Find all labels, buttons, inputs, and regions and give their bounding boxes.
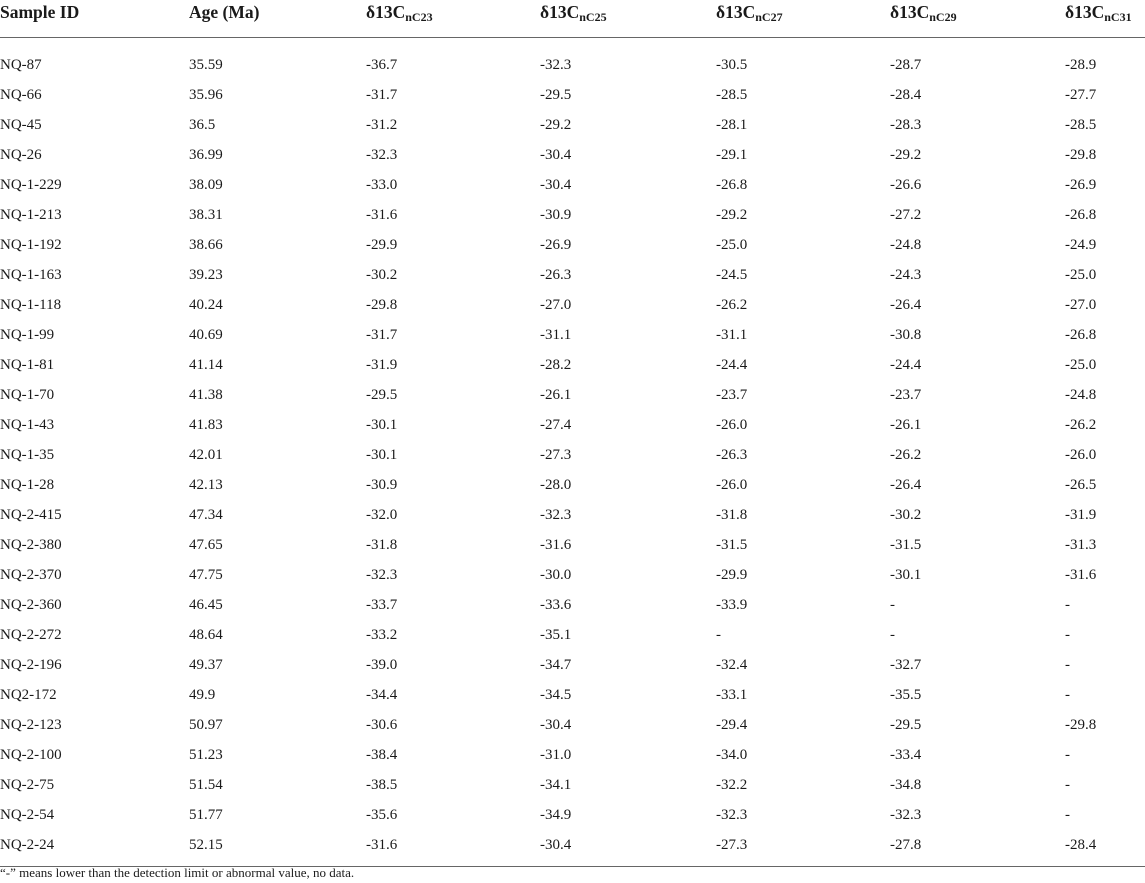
table-cell: NQ2-172 xyxy=(0,687,57,703)
table-cell: -34.0 xyxy=(716,747,748,763)
table-cell: -29.2 xyxy=(890,147,922,163)
table-cell: - xyxy=(1065,687,1070,703)
column-header xyxy=(890,0,1065,38)
table-cell: -24.5 xyxy=(716,267,748,283)
table-cell: 36.5 xyxy=(189,117,216,133)
table-cell: 47.34 xyxy=(189,507,223,523)
table-cell: NQ-26 xyxy=(0,147,42,163)
table-cell: -30.2 xyxy=(890,507,922,523)
table-cell: -32.0 xyxy=(366,507,398,523)
table-cell: 51.54 xyxy=(189,777,223,793)
table-cell: -31.1 xyxy=(540,327,572,343)
table-row xyxy=(0,620,1145,650)
table-cell: -33.9 xyxy=(716,597,748,613)
column-header-subscript: nC25 xyxy=(579,10,607,24)
table-cell: NQ-2-123 xyxy=(0,717,62,733)
column-header xyxy=(366,0,540,38)
table-cell: -24.9 xyxy=(1065,237,1097,253)
table-cell: -29.5 xyxy=(890,717,922,733)
table-cell: -25.0 xyxy=(716,237,748,253)
table-cell: -30.6 xyxy=(366,717,398,733)
table-cell: -24.3 xyxy=(890,267,922,283)
table-cell: 39.23 xyxy=(189,267,223,283)
table-cell: 41.83 xyxy=(189,417,223,433)
table-row xyxy=(0,710,1145,740)
table-cell: -27.7 xyxy=(1065,87,1097,103)
table-cell: - xyxy=(1065,807,1070,823)
table-cell: -30.1 xyxy=(366,417,398,433)
table-cell: -35.5 xyxy=(890,687,922,703)
table-cell: NQ-2-24 xyxy=(0,830,189,867)
table-cell: -31.6 xyxy=(1065,567,1097,583)
table-cell: -27.4 xyxy=(540,417,572,433)
table-cell: -26.8 xyxy=(1065,207,1097,223)
table-cell: - xyxy=(1065,597,1070,613)
table-cell: -26.0 xyxy=(1065,447,1097,463)
table-row xyxy=(0,170,1145,200)
table-cell: -26.8 xyxy=(1065,327,1097,343)
table-cell: -26.3 xyxy=(540,267,572,283)
table-cell: -33.0 xyxy=(366,177,398,193)
table-cell: -31.5 xyxy=(890,537,922,553)
table-cell: -34.7 xyxy=(540,657,572,673)
table-row xyxy=(0,770,1145,800)
table-cell: NQ-1-163 xyxy=(0,267,62,283)
table-cell: -29.4 xyxy=(716,717,748,733)
table-cell: 38.31 xyxy=(189,207,223,223)
table-cell: NQ-2-196 xyxy=(0,657,62,673)
table-cell: 47.65 xyxy=(189,537,223,553)
table-cell: -29.8 xyxy=(1065,717,1097,733)
table-cell: -26.0 xyxy=(716,417,748,433)
table-cell: -33.6 xyxy=(540,597,572,613)
table-cell: NQ-2-380 xyxy=(0,537,62,553)
table-row xyxy=(0,230,1145,260)
table-row xyxy=(0,110,1145,140)
table-cell: 49.9 xyxy=(189,687,216,703)
table-cell: -38.4 xyxy=(366,747,398,763)
table-cell: -28.7 xyxy=(890,57,922,73)
column-header xyxy=(540,0,716,38)
header-row xyxy=(0,0,1145,38)
table-cell: -30.8 xyxy=(890,327,922,343)
column-header xyxy=(1065,0,1145,38)
table-row xyxy=(0,590,1145,620)
column-header-label: δ13C xyxy=(716,2,756,22)
column-header-label: δ13C xyxy=(540,2,580,22)
table-cell: -26.8 xyxy=(716,177,748,193)
table-cell: - xyxy=(1065,777,1070,793)
table-cell: NQ-1-28 xyxy=(0,477,55,493)
table-cell: -33.7 xyxy=(366,597,398,613)
table-cell: NQ-2-100 xyxy=(0,747,62,763)
column-header-label: δ13C xyxy=(1065,2,1105,22)
table-cell: -27.3 xyxy=(540,447,572,463)
table-row xyxy=(0,320,1145,350)
table-cell: -32.3 xyxy=(890,807,922,823)
column-header-subscript: nC31 xyxy=(1104,10,1132,24)
table-cell: -33.2 xyxy=(366,627,398,643)
table-row xyxy=(0,410,1145,440)
table-cell: -34.1 xyxy=(540,777,572,793)
table-cell: -26.0 xyxy=(716,477,748,493)
table-cell: -26.2 xyxy=(716,297,748,313)
column-header-label: Age (Ma) xyxy=(189,2,260,22)
table-row xyxy=(0,140,1145,170)
column-header-label: δ13C xyxy=(890,2,930,22)
table-cell: -34.9 xyxy=(540,807,572,823)
table-cell: -26.9 xyxy=(1065,177,1097,193)
table-cell: -33.1 xyxy=(716,687,748,703)
table-cell: -24.8 xyxy=(890,237,922,253)
table-cell: NQ-87 xyxy=(0,57,42,73)
table-cell: -31.7 xyxy=(366,327,398,343)
table-footnote: “-” means lower than the detection limit or abnormal value, no data. xyxy=(0,865,355,880)
table-cell: -38.5 xyxy=(366,777,398,793)
table-cell: NQ-2-370 xyxy=(0,567,62,583)
table-row xyxy=(0,470,1145,500)
table-cell: -30.2 xyxy=(366,267,398,283)
table-cell: -31.8 xyxy=(716,507,748,523)
table-cell: -26.2 xyxy=(1065,417,1097,433)
table-cell: -29.5 xyxy=(366,387,398,403)
table-cell: -26.6 xyxy=(890,177,922,193)
table-cell: NQ-1-229 xyxy=(0,177,62,193)
table-cell: NQ-2-75 xyxy=(0,777,55,793)
table-cell: -23.7 xyxy=(716,387,748,403)
table-cell: NQ-45 xyxy=(0,117,42,133)
table-row xyxy=(0,650,1145,680)
table-cell: -35.6 xyxy=(366,807,398,823)
table-cell: -31.5 xyxy=(716,537,748,553)
table-cell: NQ-1-43 xyxy=(0,417,55,433)
table-cell: NQ-1-35 xyxy=(0,447,55,463)
table-cell: -31.1 xyxy=(716,327,748,343)
table-cell: NQ-1-81 xyxy=(0,357,55,373)
table-cell: -28.1 xyxy=(716,117,748,133)
table-cell: NQ-1-70 xyxy=(0,387,55,403)
table-cell: -29.8 xyxy=(1065,147,1097,163)
table-row xyxy=(0,380,1145,410)
table-cell: 38.09 xyxy=(189,177,223,193)
table-cell: 51.23 xyxy=(189,747,223,763)
table-cell: -28.5 xyxy=(1065,117,1097,133)
table-cell: -30.0 xyxy=(540,567,572,583)
table-cell: 42.13 xyxy=(189,477,223,493)
table-cell: -31.9 xyxy=(1065,507,1097,523)
table-cell: 47.75 xyxy=(189,567,223,583)
table-cell: -23.7 xyxy=(890,387,922,403)
table-cell: 46.45 xyxy=(189,597,223,613)
table-cell: -30.4 xyxy=(540,717,572,733)
column-header-subscript: nC23 xyxy=(405,10,433,24)
table-cell: -28.4 xyxy=(890,87,922,103)
table-cell: -29.8 xyxy=(366,297,398,313)
column-header-subscript: nC29 xyxy=(929,10,957,24)
table-row xyxy=(0,290,1145,320)
table-cell: -28.5 xyxy=(716,87,748,103)
table-cell: 51.77 xyxy=(189,807,223,823)
table-cell: - xyxy=(1065,657,1070,673)
table-cell: -28.0 xyxy=(540,477,572,493)
table-row xyxy=(0,260,1145,290)
table-cell: -27.8 xyxy=(890,830,1065,867)
table-cell: -31.7 xyxy=(366,87,398,103)
table-cell: 49.37 xyxy=(189,657,223,673)
table-body xyxy=(0,50,1145,867)
table-cell: -26.1 xyxy=(890,417,922,433)
table-cell: -35.1 xyxy=(540,627,572,643)
table-cell: -30.4 xyxy=(540,830,716,867)
table-cell: -28.3 xyxy=(890,117,922,133)
table-cell: -30.9 xyxy=(366,477,398,493)
table-cell: -26.9 xyxy=(540,237,572,253)
table-cell: -27.2 xyxy=(890,207,922,223)
table-cell: -32.3 xyxy=(366,567,398,583)
table-cell: NQ-2-360 xyxy=(0,597,62,613)
table-cell: -27.0 xyxy=(1065,297,1097,313)
table-cell: 35.59 xyxy=(189,57,223,73)
table-cell: -30.4 xyxy=(540,147,572,163)
table-row xyxy=(0,560,1145,590)
table-cell: -36.7 xyxy=(366,57,398,73)
table-cell: 38.66 xyxy=(189,237,223,253)
column-header xyxy=(716,0,890,38)
table-cell: -29.9 xyxy=(716,567,748,583)
table-row xyxy=(0,530,1145,560)
table-cell: -25.0 xyxy=(1065,357,1097,373)
table-row xyxy=(0,50,1145,80)
table-cell: -32.2 xyxy=(716,777,748,793)
table-cell: -28.2 xyxy=(540,357,572,373)
table-cell: -26.4 xyxy=(890,297,922,313)
table-row xyxy=(0,440,1145,470)
table-cell: NQ-66 xyxy=(0,87,42,103)
table-cell: 40.24 xyxy=(189,297,223,313)
table-cell: - xyxy=(1065,627,1070,643)
table-cell: -33.4 xyxy=(890,747,922,763)
table-cell: NQ-1-99 xyxy=(0,327,55,343)
table-cell: -31.0 xyxy=(540,747,572,763)
table-cell: 48.64 xyxy=(189,627,223,643)
table-cell: -29.2 xyxy=(716,207,748,223)
table-cell: -39.0 xyxy=(366,657,398,673)
table-header xyxy=(0,0,1145,50)
table-row xyxy=(0,200,1145,230)
column-header-label: δ13C xyxy=(366,2,406,22)
table-cell: - xyxy=(716,627,721,643)
table-cell: - xyxy=(1065,747,1070,763)
table-cell: -27.0 xyxy=(540,297,572,313)
table-cell: -32.3 xyxy=(540,57,572,73)
table-cell: -29.5 xyxy=(540,87,572,103)
table-cell: -34.5 xyxy=(540,687,572,703)
table-cell: -31.6 xyxy=(540,537,572,553)
table-cell: -24.4 xyxy=(890,357,922,373)
table-cell: -31.8 xyxy=(366,537,398,553)
table-row xyxy=(0,830,1145,867)
table-cell: -32.3 xyxy=(366,147,398,163)
table-cell: -25.0 xyxy=(1065,267,1097,283)
table-cell: 35.96 xyxy=(189,87,223,103)
table-cell: 52.15 xyxy=(189,830,366,867)
table-cell: -31.6 xyxy=(366,207,398,223)
table-cell: -24.8 xyxy=(1065,387,1097,403)
table-cell: -26.2 xyxy=(890,447,922,463)
table-row xyxy=(0,680,1145,710)
column-header-label: Sample ID xyxy=(0,2,80,22)
table-cell: -30.1 xyxy=(366,447,398,463)
table-row xyxy=(0,740,1145,770)
table-cell: -30.9 xyxy=(540,207,572,223)
table-cell: 40.69 xyxy=(189,327,223,343)
table-cell: 41.14 xyxy=(189,357,223,373)
table-cell: -28.4 xyxy=(1065,830,1145,867)
table-cell: -26.3 xyxy=(716,447,748,463)
table-cell: -32.3 xyxy=(540,507,572,523)
table-cell: NQ-2-272 xyxy=(0,627,62,643)
table-cell: -34.4 xyxy=(366,687,398,703)
table-cell: -31.2 xyxy=(366,117,398,133)
table-row xyxy=(0,800,1145,830)
table-cell: -34.8 xyxy=(890,777,922,793)
table-cell: -26.4 xyxy=(890,477,922,493)
column-header xyxy=(189,0,366,38)
column-header-subscript: nC27 xyxy=(755,10,783,24)
table-cell: -30.4 xyxy=(540,177,572,193)
table-cell: -32.4 xyxy=(716,657,748,673)
table-cell: -31.3 xyxy=(1065,537,1097,553)
table-cell: NQ-1-118 xyxy=(0,297,62,313)
table-cell: -26.1 xyxy=(540,387,572,403)
table-cell: 36.99 xyxy=(189,147,223,163)
table-cell: -29.1 xyxy=(716,147,748,163)
table-cell: 42.01 xyxy=(189,447,223,463)
column-header xyxy=(0,0,189,38)
table-cell: NQ-1-213 xyxy=(0,207,62,223)
table-cell: NQ-2-54 xyxy=(0,807,55,823)
table-cell: -30.1 xyxy=(890,567,922,583)
table-cell: -28.9 xyxy=(1065,57,1097,73)
table-cell: -29.2 xyxy=(540,117,572,133)
table-cell: -24.4 xyxy=(716,357,748,373)
table-cell: -32.3 xyxy=(716,807,748,823)
table-cell: -27.3 xyxy=(716,830,890,867)
table-cell: NQ-2-415 xyxy=(0,507,62,523)
table-cell: -30.5 xyxy=(716,57,748,73)
table-cell: -26.5 xyxy=(1065,477,1097,493)
table-cell: - xyxy=(890,597,895,613)
table-cell: -32.7 xyxy=(890,657,922,673)
table-cell: 41.38 xyxy=(189,387,223,403)
table-row xyxy=(0,500,1145,530)
table-row xyxy=(0,350,1145,380)
table-cell: NQ-1-192 xyxy=(0,237,62,253)
table-cell: -29.9 xyxy=(366,237,398,253)
table-row xyxy=(0,80,1145,110)
table-cell: - xyxy=(890,627,895,643)
table-cell: -31.6 xyxy=(366,830,540,867)
table-cell: -31.9 xyxy=(366,357,398,373)
table-cell: 50.97 xyxy=(189,717,223,733)
